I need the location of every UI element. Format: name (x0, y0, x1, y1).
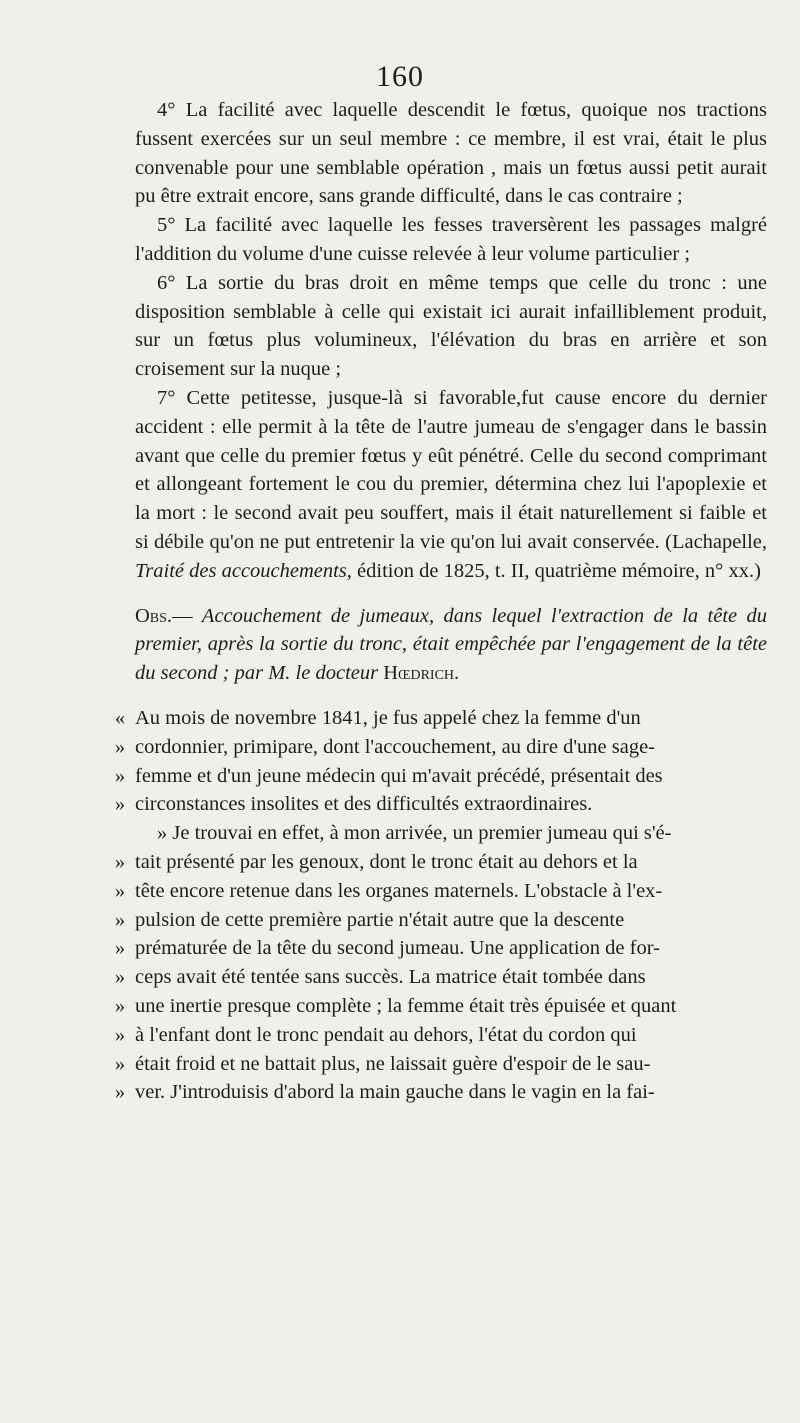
quote-text: prématurée de la tête du second jumeau. Une application de for- (135, 937, 660, 960)
item-7-text: 7° Cette petitesse, jusque-là si favorable,fut cause encore du dernier accident : elle permit à la tête de l'autre jumeau de s'engager dans le bassin avant que celle du premier fœtus y eût pénétré. Celle du second comprimant et allongeant fortement le cou du premier, détermina chez lui l'apoplexie et la mort : le second avait peu souffert, mais il était naturellement si faible et si débile qu'on ne put entretenir la vie qu'on lui avait conservée. (Lachapelle, (135, 386, 767, 553)
paragraph-item-4: 4° La facilité avec laquelle descendit le fœtus, quoique nos tractions fussent exercées sur un seul membre : ce membre, il est vrai, était le plus convenable pour une semblable opération , mais un fœtus aussi petit aurait pu être extrait encore, sans grande difficulté, dans le cas contraire ; (135, 99, 767, 208)
quote-mark: « (114, 706, 126, 729)
observation-title: Accouchement de jumeaux, dans lequel l'extraction de la tête du premier, après la sortie du tronc, était empêchée par l'engagement de la tête du second ; par M. le docteur (135, 604, 767, 685)
quote-mark: » (114, 908, 126, 931)
page-number: 160 (376, 60, 424, 93)
quote-line (114, 762, 767, 791)
quote-text: tête encore retenue dans les organes maternels. L'obstacle à l'ex- (135, 879, 663, 902)
quote-mark: » (114, 1052, 126, 1075)
quote-line (114, 733, 767, 762)
quote-text: femme et d'un jeune médecin qui m'avait précédé, présentait des (135, 764, 663, 787)
quote-line (135, 819, 767, 848)
quote-text: Au mois de novembre 1841, je fus appelé chez la femme d'un (135, 706, 641, 729)
observation-label: Obs. (135, 604, 173, 627)
quote-line (114, 934, 767, 963)
quote-text: une inertie presque complète ; la femme était très épuisée et quant (135, 994, 677, 1017)
quote-text: tait présenté par les genoux, dont le tronc était au dehors et la (135, 850, 638, 873)
quote-mark: » (114, 793, 126, 816)
quote-line (114, 992, 767, 1021)
quote-mark: » (114, 966, 126, 989)
quote-line (114, 877, 767, 906)
quote-line (114, 790, 767, 819)
paragraph-item-5: 5° La facilité avec laquelle les fesses traversèrent les passages malgré l'addition du volume d'une cuisse relevée à leur volume particulier ; (135, 214, 767, 265)
observation-dash: — (172, 604, 202, 627)
quote-text: à l'enfant dont le tronc pendait au dehors, l'état du cordon qui (135, 1023, 637, 1046)
page-body (114, 96, 767, 1107)
quote-line (114, 704, 767, 733)
quote-text: ver. J'introduisis d'abord la main gauche dans le vagin en la fai- (135, 1081, 655, 1104)
quote-line (114, 906, 767, 935)
quote-block (114, 704, 767, 1107)
quote-line (114, 963, 767, 992)
quote-line (114, 1078, 767, 1107)
quote-mark: » (114, 879, 126, 902)
quote-mark: » (114, 994, 126, 1017)
quote-line (114, 848, 767, 877)
paragraph-item-6: 6° La sortie du bras droit en même temps que celle du tronc : une disposition semblable à celle qui existait ici aurait infailliblement produit, sur un fœtus plus volumineux, l'élévation du bras en arrière et son croisement sur la nuque ; (135, 271, 767, 381)
reference-title: Traité des accouchements (135, 559, 347, 582)
quote-mark: » (114, 764, 126, 787)
quote-text: » Je trouvai en effet, à mon arrivée, un premier jumeau qui s'é- (157, 822, 672, 845)
quote-mark: » (114, 1081, 126, 1104)
quote-mark: » (114, 735, 126, 758)
quote-text: circonstances insolites et des difficultés extraordinaires. (135, 793, 593, 816)
quote-text: ceps avait été tentée sans succès. La matrice était tombée dans (135, 966, 646, 989)
quote-mark: » (114, 937, 126, 960)
quote-mark: » (114, 850, 126, 873)
quote-line (114, 1050, 767, 1079)
reference-tail: , édition de 1825, t. II, quatrième mémoire, n° xx.) (346, 559, 761, 582)
quote-mark: » (114, 1023, 126, 1046)
quote-line (114, 1021, 767, 1050)
quote-text: était froid et ne battait plus, ne laissait guère d'espoir de le sau- (135, 1052, 651, 1075)
quote-text: pulsion de cette première partie n'était autre que la descente (135, 908, 625, 931)
observation-author-tail: . (454, 662, 460, 685)
observation-author: Hœdrich (383, 662, 455, 685)
quote-text: cordonnier, primipare, dont l'accouchement, au dire d'une sage- (135, 735, 655, 758)
observation-heading (135, 602, 767, 688)
paragraph-item-7 (135, 384, 767, 586)
